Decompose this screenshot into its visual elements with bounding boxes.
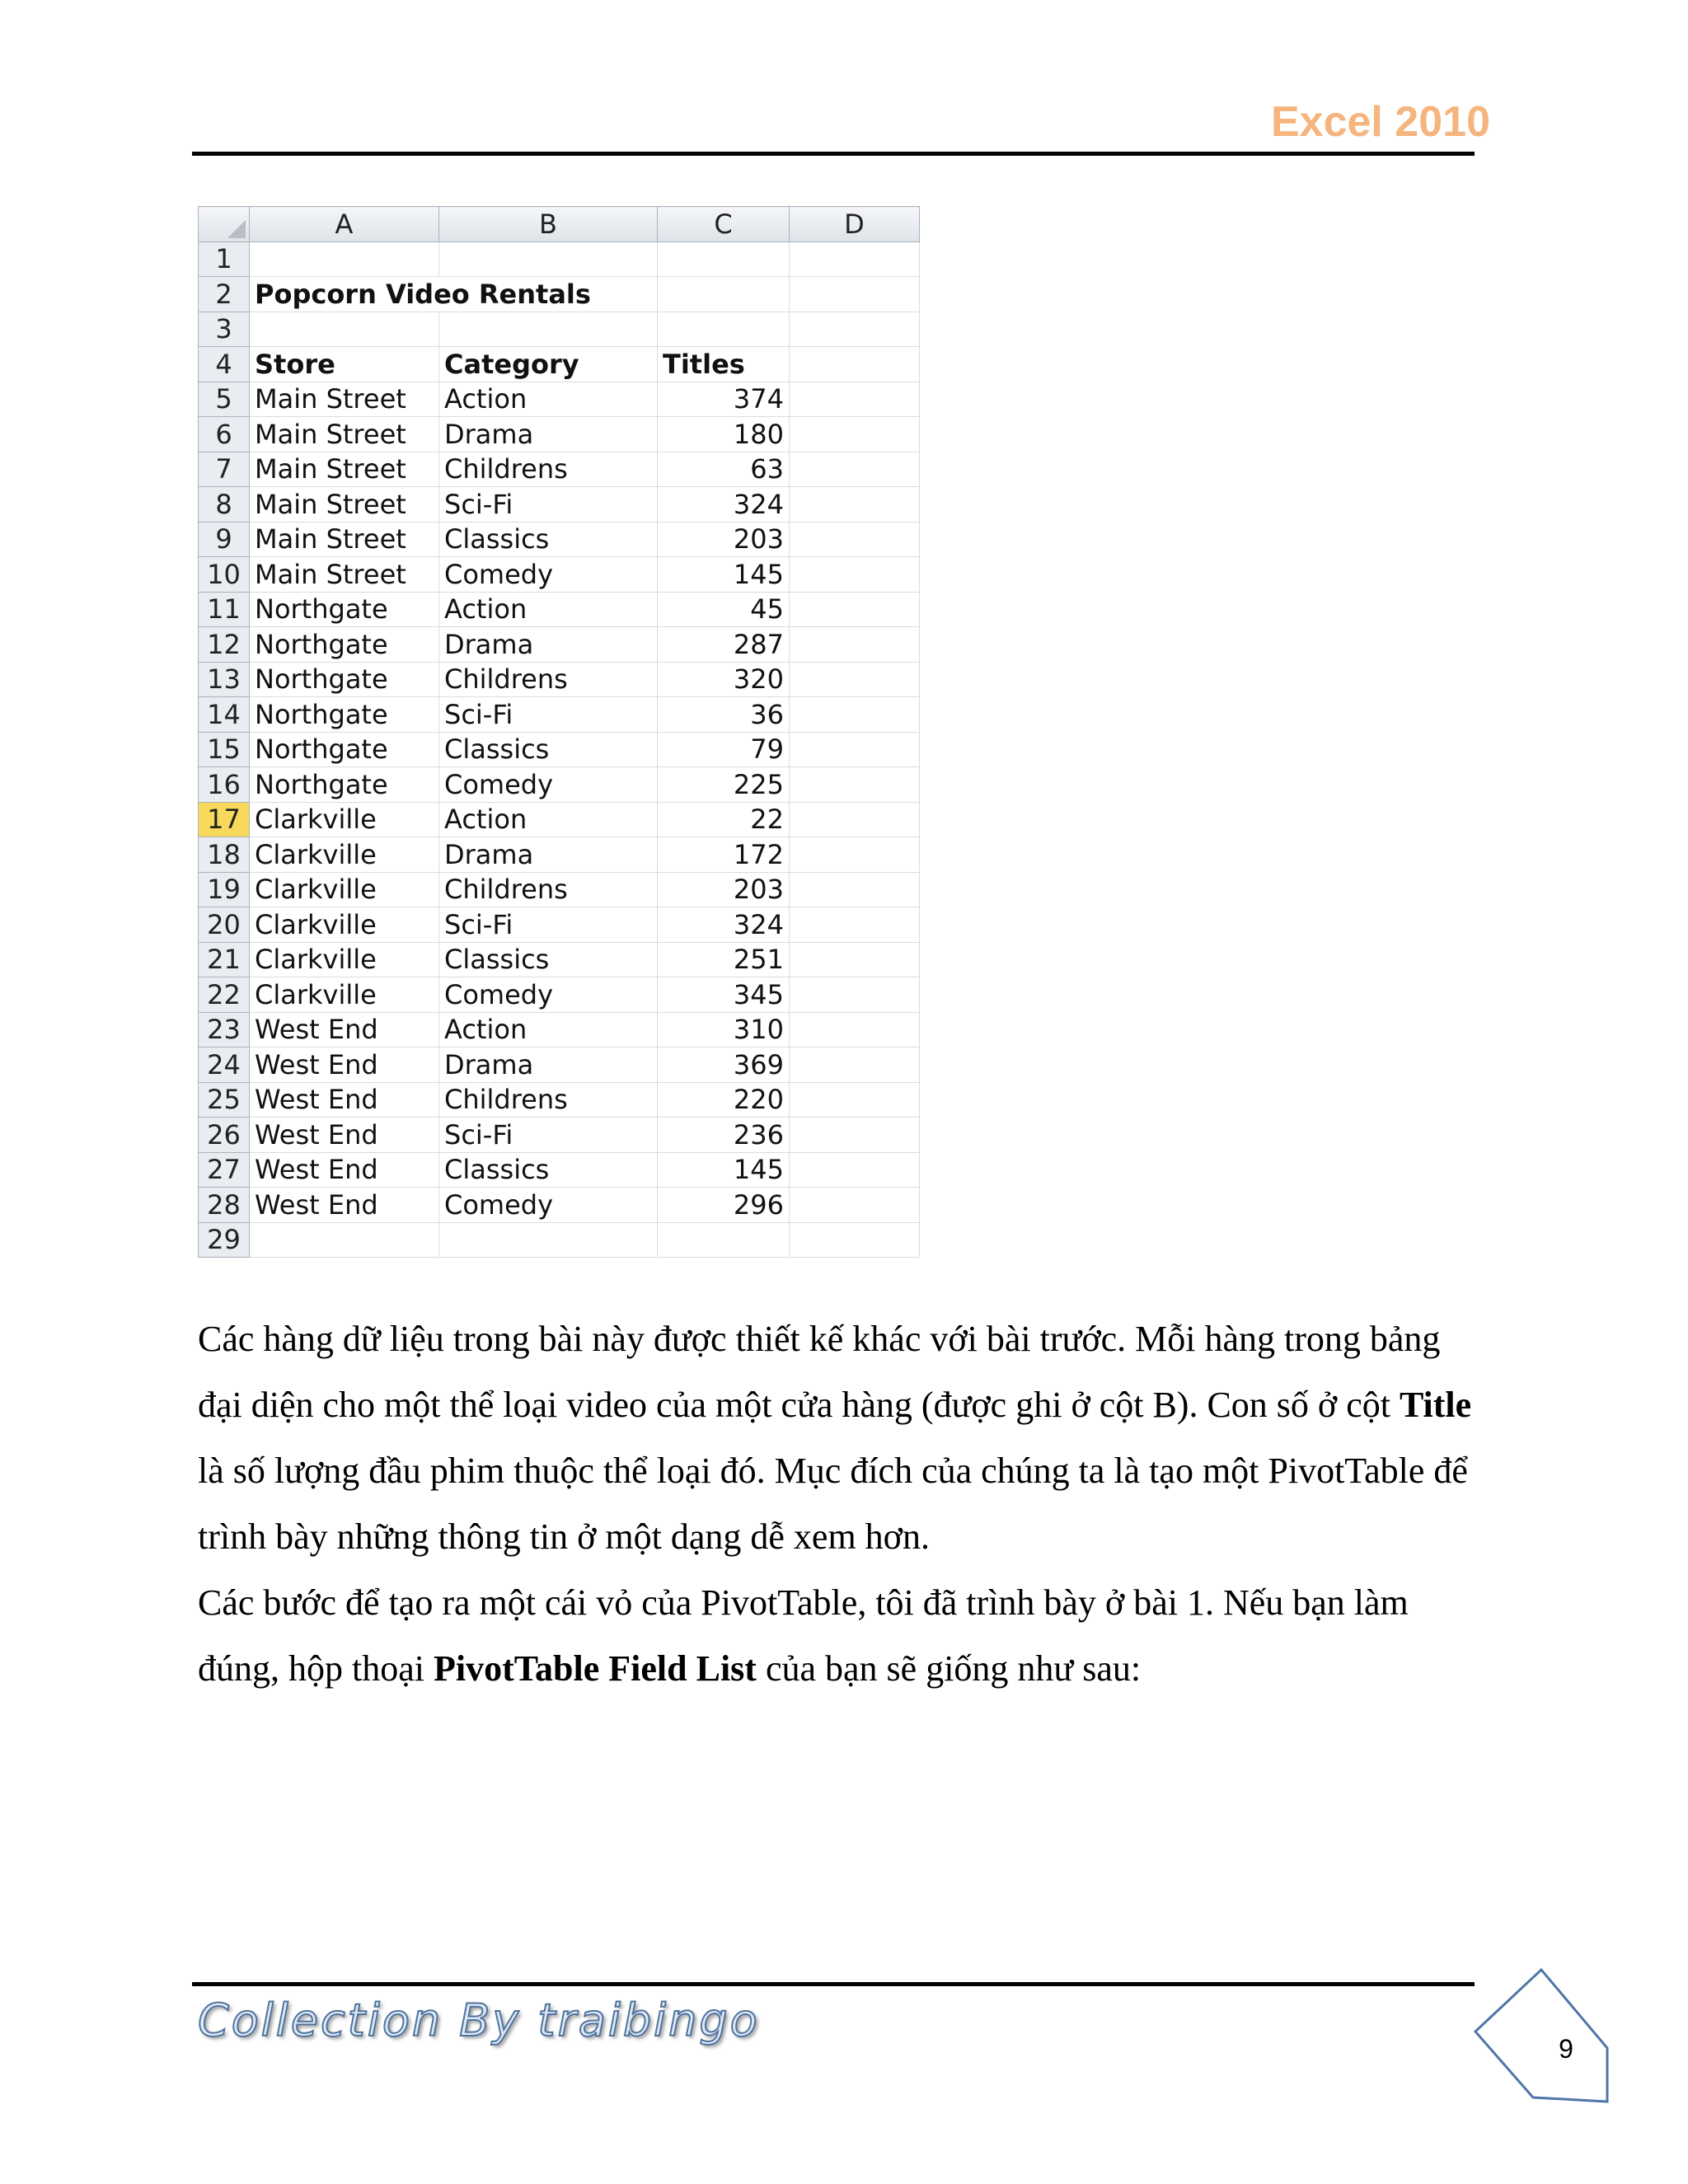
row-header[interactable]: 8 [199,487,250,523]
sheet-row [199,487,920,523]
sheet-cell[interactable]: Main Street [250,557,439,593]
sheet-cell[interactable]: Classics [439,942,658,977]
sheet-cell[interactable]: 320 [658,662,790,697]
paragraph-2 [198,1570,1484,1702]
sheet-cell[interactable] [790,592,920,627]
row-header[interactable]: 11 [199,592,250,627]
sheet-cell[interactable]: Northgate [250,732,439,767]
sheet-cell[interactable] [790,907,920,943]
sheet-cell[interactable] [790,837,920,873]
sheet-row [199,592,920,627]
sheet-cell[interactable] [790,522,920,557]
sheet-cell[interactable]: Sci-Fi [439,697,658,733]
row-header[interactable]: 17 [199,802,250,837]
row-header[interactable]: 24 [199,1047,250,1083]
sheet-cell[interactable]: Comedy [439,767,658,803]
sheet-cell[interactable]: West End [250,1118,439,1153]
sheet-cell[interactable] [658,1222,790,1258]
sheet-cell[interactable] [790,1012,920,1047]
sheet-cell[interactable]: Childrens [439,1082,658,1118]
paragraph-2-text-b: của bạn sẽ giống như sau: [756,1648,1142,1689]
sheet-cell[interactable]: 63 [658,452,790,487]
sheet-cell[interactable]: Classics [439,732,658,767]
sheet-cell[interactable]: 45 [658,592,790,627]
sheet-cell[interactable]: West End [250,1152,439,1188]
sheet-row [199,452,920,487]
sheet-cell[interactable]: Northgate [250,627,439,663]
sheet-cell[interactable] [790,1222,920,1258]
sheet-row [199,627,920,663]
sheet-cell[interactable] [439,312,658,347]
sheet-cell[interactable] [790,662,920,697]
row-header[interactable]: 16 [199,767,250,803]
header-title: Excel 2010 [1270,98,1490,146]
sheet-cell[interactable]: 180 [658,417,790,452]
paragraph-1-text-a: Các hàng dữ liệu trong bài này được thiết kế khác với bài trước. Mỗi hàng trong bảng đại diện cho một thể loại video của một cửa hàng (được ghi ở cột B). Con số ở cột [198,1319,1441,1425]
sheet-cell[interactable]: 287 [658,627,790,663]
sheet-cell[interactable]: 310 [658,1012,790,1047]
header-cell[interactable]: Category [439,347,658,382]
sheet-row [199,1152,920,1188]
row-header[interactable]: 26 [199,1118,250,1153]
column-header-a[interactable]: A [250,207,439,242]
sheet-cell[interactable] [790,487,920,523]
sheet-row [199,767,920,803]
sheet-cell[interactable]: Northgate [250,767,439,803]
sheet-cell[interactable]: Main Street [250,382,439,417]
sheet-row [199,872,920,907]
sheet-cell[interactable] [790,312,920,347]
spreadsheet-screenshot [198,206,920,1258]
sheet-cell[interactable]: Comedy [439,557,658,593]
sheet-row [199,557,920,593]
sheet-cell[interactable]: Main Street [250,487,439,523]
sheet-cell[interactable]: Drama [439,627,658,663]
sheet-cell[interactable] [790,1047,920,1083]
column-header-b[interactable]: B [439,207,658,242]
sheet-cell[interactable]: Clarkville [250,977,439,1013]
select-all-corner[interactable] [199,207,250,242]
sheet-cell[interactable]: Clarkville [250,837,439,873]
sheet-row [199,907,920,943]
sheet-cell[interactable]: 203 [658,872,790,907]
sheet-row [199,382,920,417]
row-header[interactable]: 6 [199,417,250,452]
sheet-cell[interactable]: 22 [658,802,790,837]
sheet-cell[interactable] [790,241,920,277]
sheet-cell[interactable]: Main Street [250,522,439,557]
sheet-cell[interactable] [790,767,920,803]
sheet-title-cell[interactable]: Popcorn Video Rentals [250,277,658,312]
footer-rule [192,1982,1475,1986]
row-header[interactable]: 13 [199,662,250,697]
sheet-cell[interactable]: 324 [658,487,790,523]
sheet-cell[interactable]: Clarkville [250,907,439,943]
sheet-cell[interactable]: Childrens [439,452,658,487]
paragraph-1 [198,1306,1484,1570]
row-header[interactable]: 9 [199,522,250,557]
sheet-cell[interactable]: Sci-Fi [439,487,658,523]
sheet-cell[interactable]: 374 [658,382,790,417]
sheet-cell[interactable]: 79 [658,732,790,767]
sheet-cell[interactable] [250,241,439,277]
sheet-row [199,277,920,312]
sheet-cell[interactable]: Clarkville [250,942,439,977]
sheet-cell[interactable]: 36 [658,697,790,733]
sheet-cell[interactable]: Sci-Fi [439,1118,658,1153]
row-header[interactable]: 2 [199,277,250,312]
row-header[interactable]: 5 [199,382,250,417]
sheet-cell[interactable]: Clarkville [250,872,439,907]
sheet-cell[interactable] [439,241,658,277]
sheet-cell[interactable]: Comedy [439,977,658,1013]
sheet-row [199,1188,920,1223]
sheet-row [199,977,920,1013]
sheet-cell[interactable]: West End [250,1188,439,1223]
sheet-cell[interactable] [790,1082,920,1118]
sheet-cell[interactable] [790,942,920,977]
sheet-cell[interactable]: 145 [658,1152,790,1188]
sheet-cell[interactable]: Drama [439,837,658,873]
sheet-cell[interactable]: 296 [658,1188,790,1223]
sheet-cell[interactable] [250,1222,439,1258]
sheet-cell[interactable]: Action [439,592,658,627]
sheet-row [199,241,920,277]
row-header[interactable]: 7 [199,452,250,487]
sheet-cell[interactable]: Drama [439,417,658,452]
sheet-cell[interactable]: West End [250,1012,439,1047]
sheet-row [199,732,920,767]
row-header[interactable]: 21 [199,942,250,977]
sheet-cell[interactable] [790,452,920,487]
sheet-cell[interactable]: Classics [439,1152,658,1188]
column-header-row [199,207,920,242]
sheet-cell[interactable]: 345 [658,977,790,1013]
row-header[interactable]: 12 [199,627,250,663]
sheet-cell[interactable]: Childrens [439,662,658,697]
sheet-row [199,1118,920,1153]
sheet-cell[interactable] [790,347,920,382]
footer-brand: Collection By traibingo [198,1994,760,2046]
sheet-row [199,1012,920,1047]
row-header[interactable]: 25 [199,1082,250,1118]
sheet-row [199,1082,920,1118]
row-header[interactable]: 18 [199,837,250,873]
sheet-cell[interactable]: West End [250,1047,439,1083]
row-header[interactable]: 14 [199,697,250,733]
sheet-row [199,942,920,977]
sheet-cell[interactable]: 145 [658,557,790,593]
sheet-cell[interactable] [790,627,920,663]
sheet-cell[interactable] [658,277,790,312]
sheet-cell[interactable]: 324 [658,907,790,943]
row-header[interactable]: 4 [199,347,250,382]
row-header[interactable]: 15 [199,732,250,767]
sheet-cell[interactable]: 220 [658,1082,790,1118]
sheet-row [199,347,920,382]
page-number: 9 [1559,2034,1573,2064]
sheet-cell[interactable] [250,312,439,347]
sheet-cell[interactable]: 236 [658,1118,790,1153]
header-rule [192,152,1475,156]
sheet-cell[interactable]: West End [250,1082,439,1118]
row-header[interactable]: 10 [199,557,250,593]
sheet-cell[interactable]: Action [439,382,658,417]
sheet-cell[interactable]: 251 [658,942,790,977]
sheet-row [199,1222,920,1258]
sheet-cell[interactable]: Action [439,802,658,837]
sheet-cell[interactable] [790,732,920,767]
sheet-cell[interactable] [790,977,920,1013]
sheet-cell[interactable]: 203 [658,522,790,557]
sheet-row [199,697,920,733]
sheet-cell[interactable]: Northgate [250,662,439,697]
sheet-row [199,662,920,697]
row-header[interactable]: 20 [199,907,250,943]
row-header[interactable]: 19 [199,872,250,907]
sheet-cell[interactable] [790,382,920,417]
sheet-cell[interactable] [790,1188,920,1223]
sheet-cell[interactable]: Northgate [250,697,439,733]
sheet-cell[interactable]: Classics [439,522,658,557]
sheet-row [199,802,920,837]
sheet-row [199,1047,920,1083]
sheet-cell[interactable] [790,557,920,593]
sheet-cell[interactable]: 369 [658,1047,790,1083]
sheet-body [199,241,920,1258]
sheet-cell[interactable] [439,1222,658,1258]
column-header-c[interactable]: C [658,207,790,242]
sheet-row [199,417,920,452]
row-header[interactable]: 22 [199,977,250,1013]
sheet-cell[interactable] [790,697,920,733]
row-header[interactable]: 3 [199,312,250,347]
sheet-cell[interactable]: Clarkville [250,802,439,837]
paragraph-2-bold: PivotTable Field List [433,1648,757,1689]
sheet-row [199,312,920,347]
sheet-cell[interactable]: Drama [439,1047,658,1083]
column-header-d[interactable]: D [790,207,920,242]
sheet-cell[interactable] [790,802,920,837]
row-header[interactable]: 28 [199,1188,250,1223]
sheet-cell[interactable] [790,1118,920,1153]
sheet-row [199,837,920,873]
sheet-cell[interactable]: Main Street [250,452,439,487]
header-cell[interactable]: Store [250,347,439,382]
paragraph-1-bold: Title [1399,1385,1472,1425]
row-header[interactable]: 27 [199,1152,250,1188]
sheet-cell[interactable] [658,241,790,277]
sheet-cell[interactable]: Childrens [439,872,658,907]
paragraph-2-text-a: Các bước để tạo ra một cái vỏ của PivotTable, tôi đã trình bày ở bài 1. Nếu bạn làm đúng, hộp thoại [198,1582,1409,1689]
row-header[interactable]: 23 [199,1012,250,1047]
sheet-cell[interactable]: Northgate [250,592,439,627]
paragraph-1-text-b: là số lượng đầu phim thuộc thể loại đó. Mục đích của chúng ta là tạo một PivotTable để trình bày những thông tin ở một dạng dễ xem hơn. [198,1451,1468,1557]
sheet-cell[interactable] [658,312,790,347]
sheet-row [199,522,920,557]
sheet-cell[interactable]: Sci-Fi [439,907,658,943]
sheet-cell[interactable]: Comedy [439,1188,658,1223]
sheet-cell[interactable] [790,1152,920,1188]
sheet-cell[interactable] [790,277,920,312]
sheet-cell[interactable]: 172 [658,837,790,873]
row-header[interactable]: 1 [199,241,250,277]
sheet-cell[interactable] [790,417,920,452]
sheet-cell[interactable]: 225 [658,767,790,803]
sheet-cell[interactable] [790,872,920,907]
row-header[interactable]: 29 [199,1222,250,1258]
sheet-cell[interactable]: Action [439,1012,658,1047]
header-cell[interactable]: Titles [658,347,790,382]
sheet-cell[interactable]: Main Street [250,417,439,452]
